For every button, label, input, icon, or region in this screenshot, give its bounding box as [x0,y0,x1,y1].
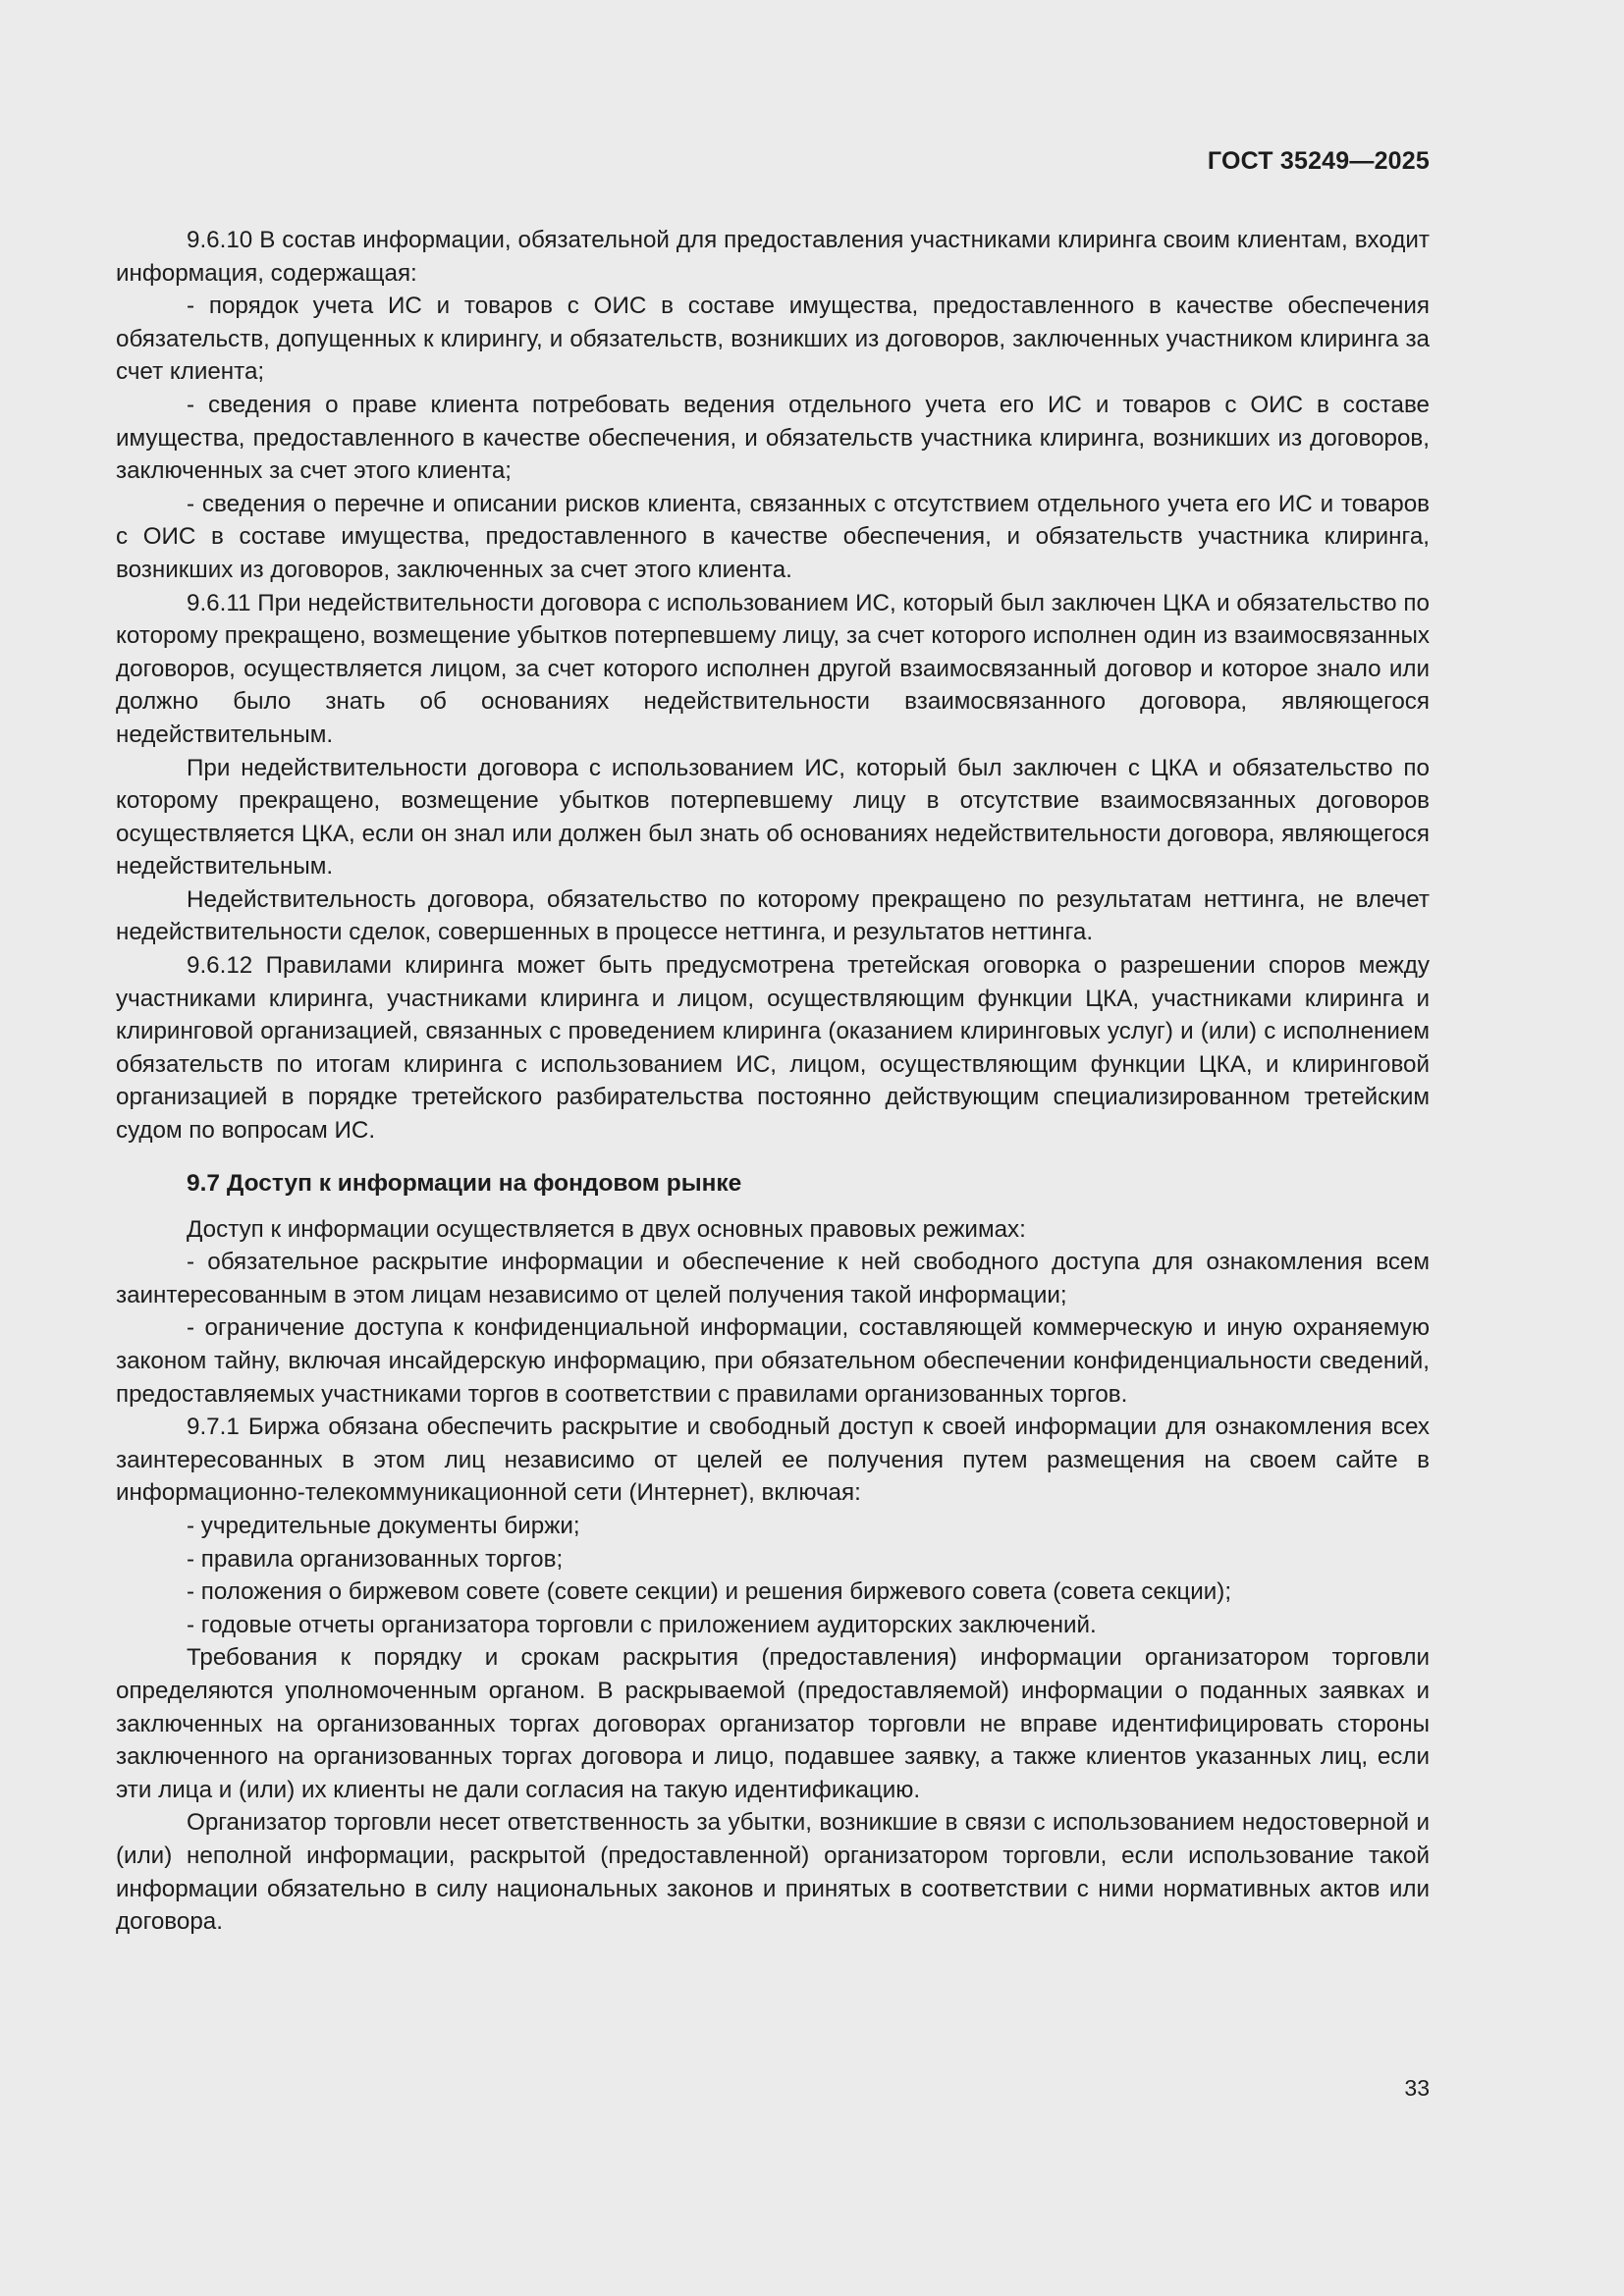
list-item: - сведения о праве клиента потребовать ведения отдельного учета его ИС и товаров с ОИС в составе имущества, предоставленного в качестве обеспечения, и обязательств участника клиринга, возникших из договоров, заключенных за счет этого клиента; [116,391,1430,485]
document-id: ГОСТ 35249—2025 [1207,147,1430,175]
list-item: - годовые отчеты организатора торговли с приложением аудиторских заключений. [187,1611,1097,1638]
paragraph-9-6-12: 9.6.12 Правилами клиринга может быть предусмотрена третейская оговорка о разрешении споров между участниками клиринга, участниками клиринга и лицом, осуществляющим функции ЦКА, участниками клиринга и клиринговой организацией, связанных с проведением клиринга (оказанием клиринговых услуг) и (или) с исполнением обязательств по итогам клиринга с использованием ИС, лицом, осуществляющим функции ЦКА, и клиринговой организацией в порядке третейского разбирательства постоянно действующим специализированном третейским судом по вопросам ИС. [116,952,1430,1145]
list-item: - правила организованных торгов; [187,1545,564,1573]
section-heading-9-7: 9.7 Доступ к информации на фондовом рынке [187,1169,742,1197]
list-item: - учредительные документы биржи; [187,1512,580,1539]
list-item: - обязательное раскрытие информации и обеспечение к ней свободного доступа для ознакомления всем заинтересованным в этом лицам независимо от целей получения такой информации; [116,1249,1430,1308]
list-item: - порядок учета ИС и товаров с ОИС в составе имущества, предоставленного в качестве обеспечения обязательств, допущенных к клирингу, и обязательств, возникших из договоров, заключенных участником клиринга за счет клиента; [116,293,1430,386]
paragraph: Требования к порядку и срокам раскрытия (предоставления) информации организатором торговли определяются уполномоченным органом. В раскрываемой (предоставляемой) информации о поданных заявках и заключенных на организованных торгах договорах организатор торговли не вправе идентифицировать стороны заключенного на организованных торгах договора и лицо, подавшее заявку, а также клиентов указанных лиц, если эти лица и (или) их клиенты не дали согласия на такую идентификацию. [116,1644,1430,1803]
paragraph-9-6-11: 9.6.11 При недействительности договора с использованием ИС, который был заключен ЦКА и обязательство по которому прекращено, возмещение убытков потерпевшему лицу, за счет которого исполнен один из взаимосвязанных договоров, осуществляется лицом, за счет которого исполнен другой взаимосвязанный договор и которое знало или должно было знать об основаниях недействительности взаимосвязанного договора, являющегося недействительным. [116,589,1430,748]
paragraph: При недействительности договора с использованием ИС, который был заключен с ЦКА и обязательство по которому прекращено, возмещение убытков потерпевшему лицу в отсутствие взаимосвязанных договоров осуществляется ЦКА, если он знал или должен был знать об основаниях недействительности договора, являющегося недействительным. [116,754,1430,881]
paragraph: Организатор торговли несет ответственность за убытки, возникшие в связи с использованием недостоверной и (или) неполной информации, раскрытой (предоставленной) организатором торговли, если использование такой информации обязательно в силу национальных законов и принятых в соответствии с ними нормативных актов или договора. [116,1809,1430,1936]
paragraph: Доступ к информации осуществляется в двух основных правовых режимах: [187,1215,1026,1243]
list-item: - ограничение доступа к конфиденциальной информации, составляющей коммерческую и иную охраняемую законом тайну, включая инсайдерскую информацию, при обязательном обеспечении конфиденциальности сведений, предоставляемых участниками торгов в соответствии с правилами организованных торгов. [116,1314,1430,1408]
list-item: - положения о биржевом совете (совете секции) и решения биржевого совета (совета секции); [187,1578,1232,1606]
document-body [116,224,1430,1939]
paragraph-9-7-1: 9.7.1 Биржа обязана обеспечить раскрытие и свободный доступ к своей информации для ознакомления всех заинтересованных в этом лиц независимо от целей ее получения путем размещения на своем сайте в информационно-телекоммуникационной сети (Интернет), включая: [116,1414,1430,1507]
paragraph: Недействительность договора, обязательство по которому прекращено по результатам неттинга, не влечет недействительности сделок, совершенных в процессе неттинга, и результатов неттинга. [116,885,1430,946]
list-item: - сведения о перечне и описании рисков клиента, связанных с отсутствием отдельного учета его ИС и товаров с ОИС в составе имущества, предоставленного в качестве обеспечения, и обязательств участника клиринга, возникших из договоров, заключенных за счет этого клиента. [116,490,1430,583]
paragraph-9-6-10: 9.6.10 В состав информации, обязательной для предоставления участниками клиринга своим клиентам, входит информация, содержащая: [116,227,1430,287]
page-number: 33 [1404,2075,1430,2101]
